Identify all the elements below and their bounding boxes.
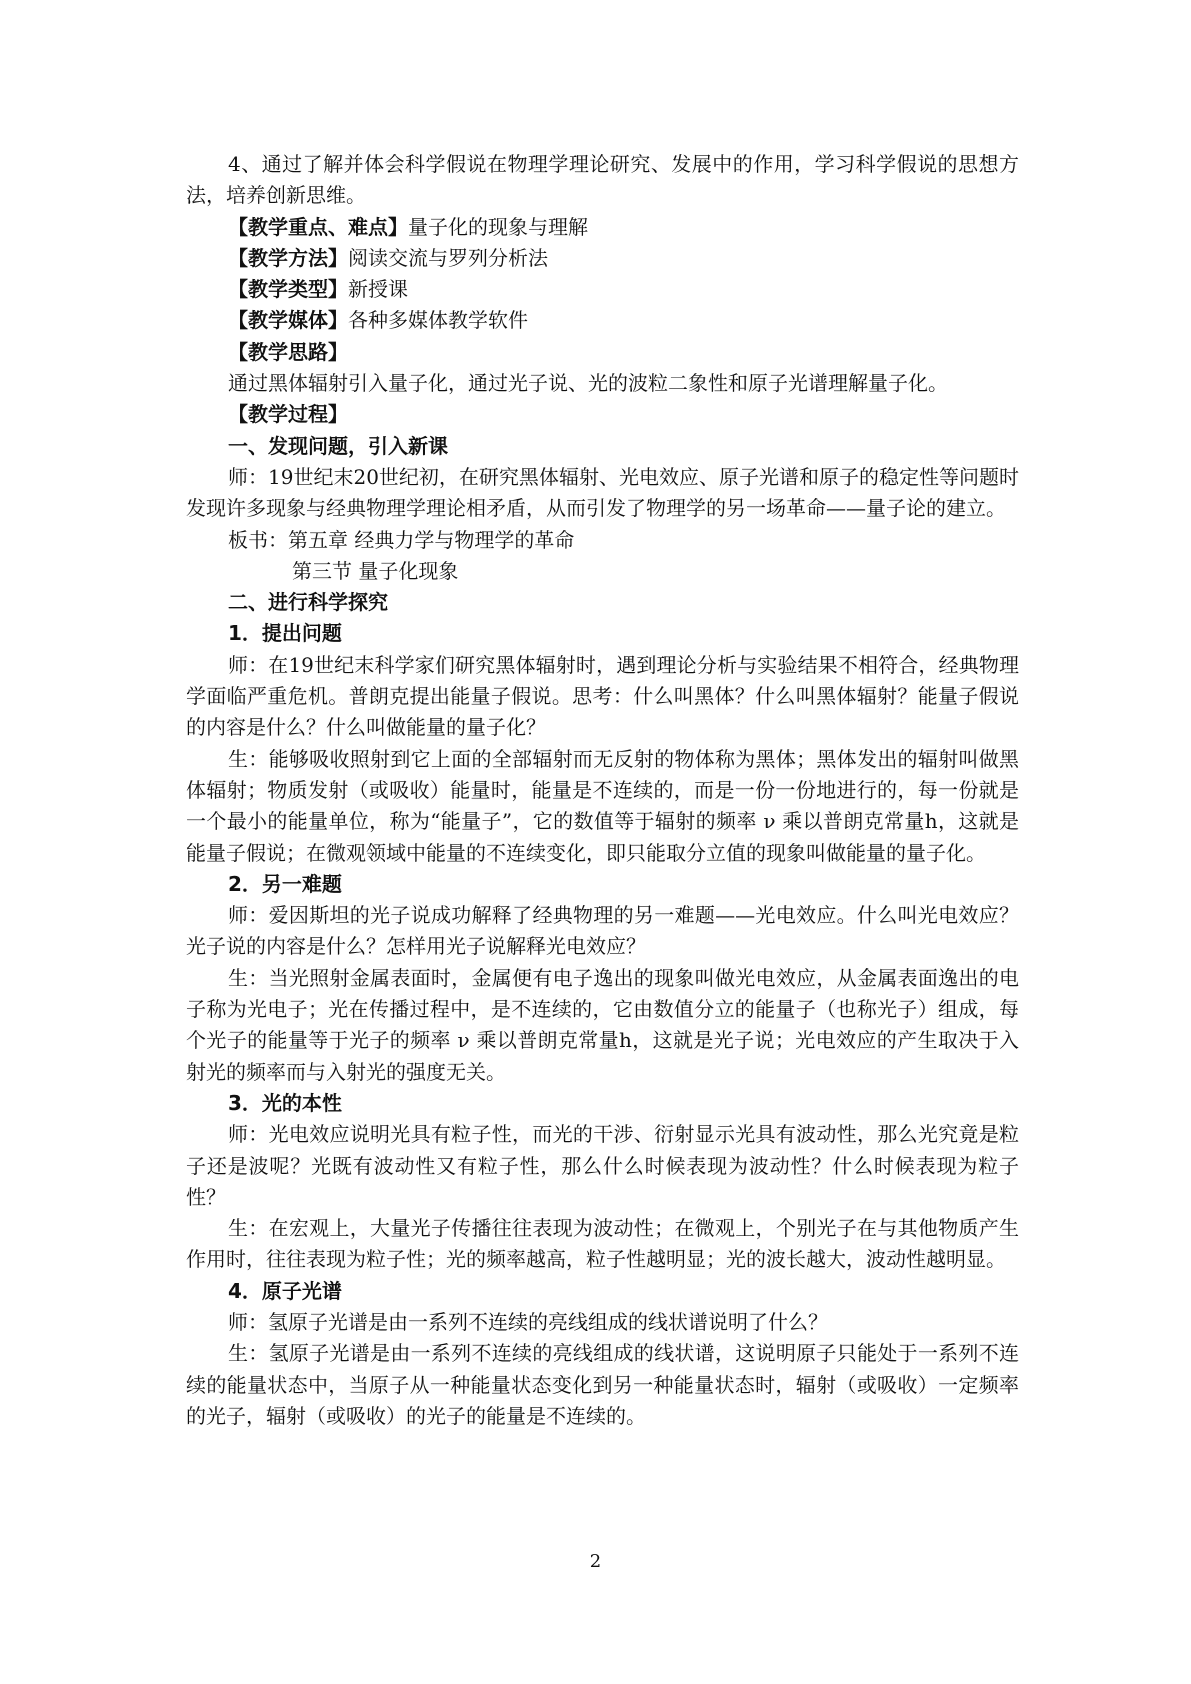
field-media (186, 305, 1019, 336)
student-paragraph: 生：能够吸收照射到它上面的全部辐射而无反射的物体称为黑体；黑体发出的辐射叫做黑体辐射；物质发射（或吸收）能量时，能量是不连续的，而是一份一份地进行的，每一份就是一个最小的能量单位，称为“能量子”，它的数值等于辐射的频率 ν 乘以普朗克常量h，这就是能量子假说；在微观领域中能量的不连续变化，即只能取分立值的现象叫做能量的量子化。 (186, 746, 1019, 865)
field-value: 各种多媒体教学软件 (348, 308, 528, 333)
field-label: 【教学重点、难点】 (228, 214, 408, 239)
teacher-paragraph: 师：在19世纪末科学家们研究黑体辐射时，遇到理论分析与实验结果不相符合，经典物理学面临严重危机。普朗克提出能量子假说。思考：什么叫黑体？什么叫黑体辐射？能量子假说的内容是什么？什么叫做能量的量子化？ (186, 652, 1019, 740)
teacher-paragraph: 师：光电效应说明光具有粒子性，而光的干涉、衍射显示光具有波动性，那么光究竟是粒子还是波呢？光既有波动性又有粒子性，那么什么时候表现为波动性？什么时候表现为粒子性？ (186, 1122, 1019, 1209)
page-number: 2 (589, 1551, 602, 1572)
student-paragraph: 生：在宏观上，大量光子传播往往表现为波动性；在微观上，个别光子在与其他物质产生作用时，往往表现为粒子性；光的频率越高，粒子性越明显；光的波长越大，波动性越明显。 (186, 1216, 1019, 1272)
step-heading: 3．光的本性 (228, 1090, 342, 1115)
student-paragraph: 生：氢原子光谱是由一系列不连续的亮线组成的线状谱，这说明原子只能处于一系列不连续的能量状态中，当原子从一种能量状态变化到另一种能量状态时，辐射（或吸收）一定频率的光子，辐射（或吸收）的光子的能量是不连续的。 (186, 1341, 1019, 1428)
section-heading: 二、进行科学探究 (228, 590, 388, 615)
field-value: 量子化的现象与理解 (408, 214, 588, 239)
teacher-paragraph: 师：氢原子光谱是由一系列不连续的亮线组成的线状谱说明了什么？ (228, 1309, 828, 1334)
step-heading: 1．提出问题 (228, 621, 342, 646)
field-label: 【教学思路】 (228, 339, 348, 364)
section-heading: 一、发现问题，引入新课 (228, 433, 448, 458)
page-content (186, 149, 1019, 1432)
field-value: 阅读交流与罗列分析法 (348, 245, 548, 270)
teacher-paragraph: 师：爱因斯坦的光子说成功解释了经典物理的另一难题——光电效应。什么叫光电效应？光子说的内容是什么？怎样用光子说解释光电效应？ (186, 903, 1019, 959)
field-approach (186, 337, 1019, 368)
field-type (186, 274, 1019, 305)
field-value: 新授课 (348, 277, 408, 302)
process-label: 【教学过程】 (228, 402, 348, 427)
student-paragraph: 生：当光照射金属表面时，金属便有电子逸出的现象叫做光电效应，从金属表面逸出的电子称为光电子；光在传播过程中，是不连续的，它由数值分立的能量子（也称光子）组成，每个光子的能量等于光子的频率 ν 乘以普朗克常量h，这就是光子说；光电效应的产生取决于入射光的频率而与入射光的强度无关。 (186, 965, 1019, 1084)
teacher-paragraph: 师：19世纪末20世纪初，在研究黑体辐射、光电效应、原子光谱和原子的稳定性等问题时发现许多现象与经典物理学理论相矛盾，从而引发了物理学的另一场革命——量子论的建立。 (186, 464, 1019, 521)
approach-text: 通过黑体辐射引入量子化，通过光子说、光的波粒二象性和原子光谱理解量子化。 (228, 371, 948, 396)
field-label: 【教学媒体】 (228, 308, 348, 333)
field-label: 【教学类型】 (228, 277, 348, 302)
field-focus (186, 212, 1019, 243)
step-heading: 4．原子光谱 (228, 1278, 342, 1303)
board-line: 第三节 量子化现象 (292, 558, 459, 583)
field-method (186, 243, 1019, 274)
goal-paragraph: 4、通过了解并体会科学假说在物理学理论研究、发展中的作用，学习科学假说的思想方法，培养创新思维。 (186, 152, 1019, 208)
board-line: 板书：第五章 经典力学与物理学的革命 (228, 527, 575, 552)
field-label: 【教学方法】 (228, 245, 348, 270)
step-heading: 2．另一难题 (228, 871, 342, 896)
